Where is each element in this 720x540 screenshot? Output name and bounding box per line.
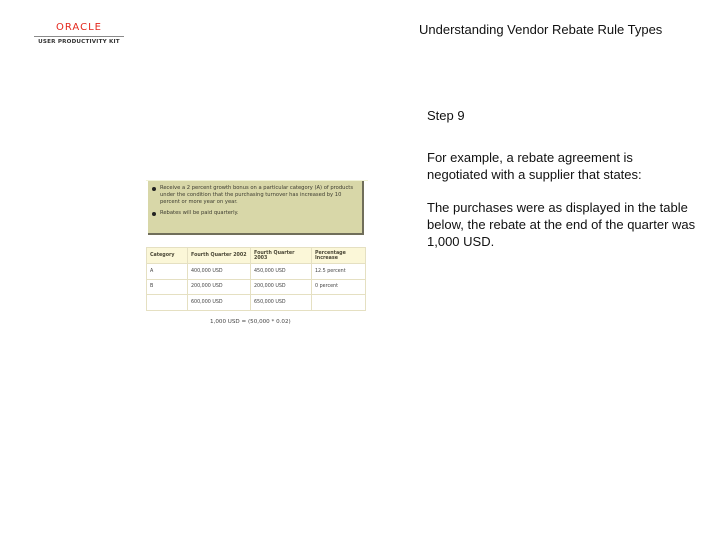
logo-brand: ORACLE xyxy=(56,22,102,33)
table-cell: 450,000 USD xyxy=(251,264,312,280)
agreement-callout xyxy=(148,181,364,235)
table-cell: 400,000 USD xyxy=(188,264,251,280)
purchases-table xyxy=(146,247,366,311)
table-cell: 200,000 USD xyxy=(188,279,251,295)
example-figure xyxy=(146,128,368,338)
table-row xyxy=(147,295,366,311)
table-cell: 650,000 USD xyxy=(251,295,312,311)
step-paragraph-2: The purchases were as displayed in the table below, the rebate at the end of the quarter was 1,000 USD. xyxy=(427,200,696,249)
table-cell: B xyxy=(147,279,188,295)
table-header-row xyxy=(147,248,366,264)
table-cell: 12.5 percent xyxy=(312,264,366,280)
callout-bullet-text: Rebates will be paid quarterly. xyxy=(160,210,239,216)
column-header: Fourth Quarter 2002 xyxy=(188,248,251,264)
callout-bullet xyxy=(152,210,356,217)
figure-background xyxy=(146,128,368,181)
logo-divider xyxy=(34,36,124,37)
callout-bullet-text: Receive a 2 percent growth bonus on a particular category (A) of products under the condition that the purchasing turnover has increased by 10 percent or more year on year. xyxy=(160,185,354,205)
table-cell xyxy=(312,295,366,311)
column-header: Category xyxy=(147,248,188,264)
step-label: Step 9 xyxy=(427,108,465,123)
column-header: Percentage Increase xyxy=(312,248,366,264)
table-cell xyxy=(147,295,188,311)
logo-subtitle: USER PRODUCTIVITY KIT xyxy=(38,39,120,45)
column-header: Fourth Quarter 2003 xyxy=(251,248,312,264)
table-cell: 200,000 USD xyxy=(251,279,312,295)
table-cell: 0 percent xyxy=(312,279,366,295)
table-cell: 600,000 USD xyxy=(188,295,251,311)
bullet-icon xyxy=(152,187,156,191)
table-cell: A xyxy=(147,264,188,280)
step-paragraph-1: For example, a rebate agreement is negotiated with a supplier that states: xyxy=(427,150,642,182)
callout-bullet xyxy=(152,185,356,206)
bullet-icon xyxy=(152,212,156,216)
table-row xyxy=(147,264,366,280)
oracle-upk-logo xyxy=(34,22,124,45)
rebate-formula: 1,000 USD = (50,000 * 0.02) xyxy=(210,319,291,325)
page-title: Understanding Vendor Rebate Rule Types xyxy=(419,22,663,37)
table-row xyxy=(147,279,366,295)
